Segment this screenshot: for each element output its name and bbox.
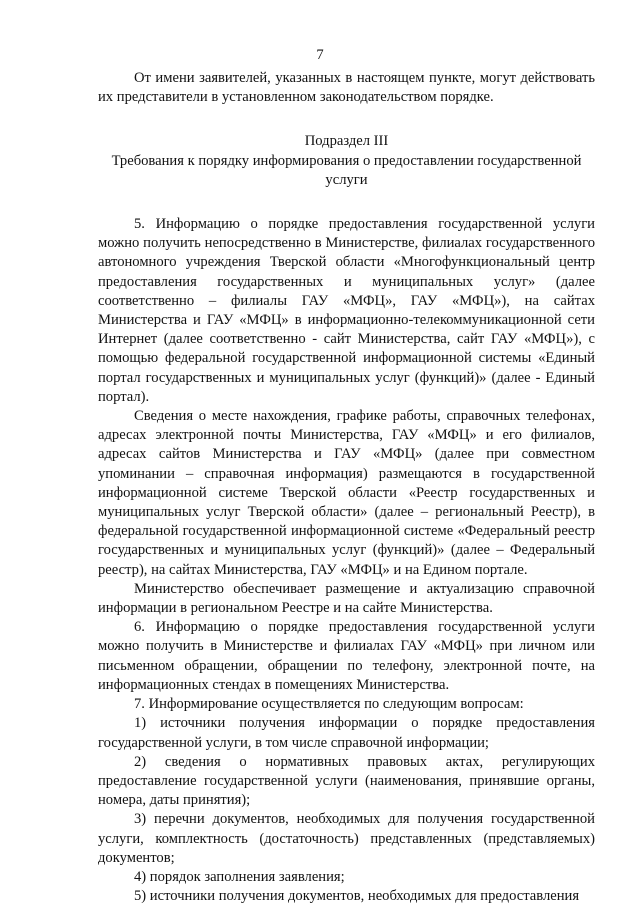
paragraph-5: 5. Информацию о порядке предоставления государственной услуги можно получить непосредственно в Министерстве, филиалах государственного автономного учреждения Тверской области «Многофункциональный центр предоставления государственных и муниципальных услуг» (далее соответственно – филиалы ГАУ «МФЦ», ГАУ «МФЦ»), на сайтах Министерства и ГАУ «МФЦ» в информационно-телекоммуникационной сети Интернет (далее соответственно - сайт Министерства, сайт ГАУ «МФЦ»), с помощью федеральной государственной информационной системы «Единый портал государственных и муниципальных услуг (функций)» (далее - Единый портал). xyxy=(98,216,595,405)
intro-paragraph: От имени заявителей, указанных в настоящем пункте, могут действовать их представители в установленном законодательством порядке. xyxy=(98,70,595,106)
list-item-3: 3) перечни документов, необходимых для получения государственной услуги, комплектность (достаточность) представленных (представляемых) документов; xyxy=(98,811,595,866)
paragraph-7: 7. Информирование осуществляется по следующим вопросам: xyxy=(134,696,524,713)
spacer xyxy=(98,190,595,215)
list-item-4: 4) порядок заполнения заявления; xyxy=(134,868,345,885)
spacer xyxy=(98,107,595,132)
paragraph-6: 6. Информацию о порядке предоставления государственной услуги можно получить в Министерстве и филиалах ГАУ «МФЦ» при личном или письменном обращении, обращении по телефону, электронной почте, на информационных стендах в помещениях Министерства. xyxy=(98,619,595,693)
subsection-title: Требования к порядку информирования о предоставлении государственной услуги xyxy=(111,152,582,188)
page-number: 7 xyxy=(316,47,324,63)
paragraph-ministry-duty: Министерство обеспечивает размещение и актуализацию справочной информации в региональном Реестре и на сайте Министерства. xyxy=(98,580,595,617)
list-item-1: 1) источники получения информации о порядке предоставления государственной услуги, в том числе справочной информации; xyxy=(98,715,595,751)
list-item-2: 2) сведения о нормативных правовых актах, регулирующих предоставление государственной услуги (наименования, принявшие органы, номера, даты принятия); xyxy=(98,753,595,809)
list-item-5: 5) источники получения документов, необходимых для предоставления xyxy=(134,888,580,905)
document-body xyxy=(98,69,595,906)
subsection-number: Подраздел III xyxy=(304,133,389,150)
paragraph-reference-info: Сведения о месте нахождения, графике работы, справочных телефонах, адресах электронной почты Министерства, ГАУ «МФЦ» и его филиалов, адресах сайтов Министерства и ГАУ «МФЦ» (далее при совместном упоминании – справочная информация) размещаются в государственной информационной системе Тверской области «Реестр государственных и муниципальных услуг Тверской области» (далее – региональный Реестр), в федеральной государственной информационной системе «Федеральный реестр государственных и муниципальных услуг (функций)» (далее – Федеральный реестр), на сайтах Министерства, ГАУ «МФЦ» и на Едином портале. xyxy=(98,408,595,578)
